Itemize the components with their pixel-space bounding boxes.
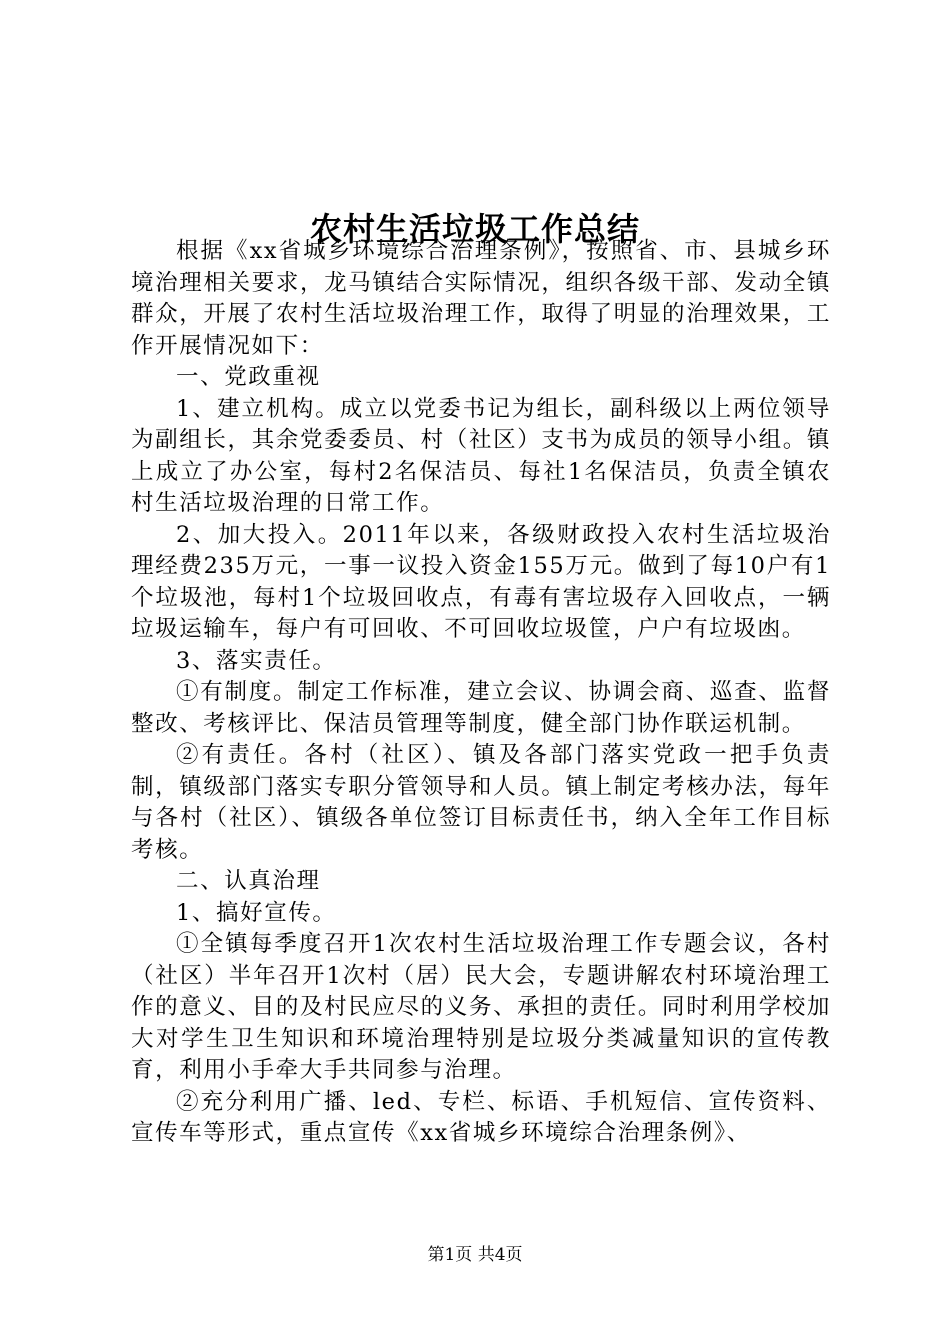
paragraph-1-2: 2、加大投入。2011年以来，各级财政投入农村生活垃圾治理经费235万元，一事一议投入资金155万元。做到了每10户有1个垃圾池，每村1个垃圾回收点，有毒有害垃圾存入回收点，一辆垃圾运输车，每户有可回收、不可回收垃圾筐，户户有垃圾凼。 — [131, 521, 831, 642]
paragraph-2-1-a: ①全镇每季度召开1次农村生活垃圾治理工作专题会议，各村（社区）半年召开1次村（居）民大会，专题讲解农村环境治理工作的意义、目的及村民应尽的义务、承担的责任。同时利用学校加大对学生卫生知识和环境治理特别是垃圾分类减量知识的宣传教育，利用小手牵大手共同参与治理。 — [131, 931, 831, 1083]
paragraph-2-1-b: ②充分利用广播、led、专栏、标语、手机短信、宣传资料、宣传车等形式，重点宣传《xx省城乡环境综合治理条例》、 — [131, 1088, 831, 1146]
paragraph-1-3-a: ①有制度。制定工作标准，建立会议、协调会商、巡查、监督整改、考核评比、保洁员管理等制度，健全部门协作联运机制。 — [131, 679, 831, 737]
section-heading-2: 二、认真治理 — [176, 868, 321, 894]
paragraph-intro: 根据《xx省城乡环境综合治理条例》，按照省、市、县城乡环境治理相关要求，龙马镇结合实际情况，组织各级干部、发动全镇群众，开展了农村生活垃圾治理工作，取得了明显的治理效果，工作开展情况如下： — [131, 238, 831, 359]
document-body — [131, 236, 831, 1150]
paragraph-1-1: 1、建立机构。成立以党委书记为组长，副科级以上两位领导为副组长，其余党委委员、村（社区）支书为成员的领导小组。镇上成立了办公室，每村2名保洁员、每社1名保洁员，负责全镇农村生活垃圾治理的日常工作。 — [131, 395, 831, 516]
document-title: 农村生活垃圾工作总结 — [309, 210, 640, 249]
paragraph-1-3-heading: 3、落实责任。 — [176, 647, 337, 674]
paragraph-2-1-heading: 1、搞好宣传。 — [176, 899, 337, 926]
paragraph-1-3-b: ②有责任。各村（社区）、镇及各部门落实党政一把手负责制，镇级部门落实专职分管领导和人员。镇上制定考核办法，每年与各村（社区）、镇级各单位签订目标责任书，纳入全年工作目标考核。 — [131, 742, 831, 863]
section-heading-1: 一、党政重视 — [176, 364, 321, 390]
page-number-footer: 第1页 共4页 — [427, 1245, 523, 1265]
